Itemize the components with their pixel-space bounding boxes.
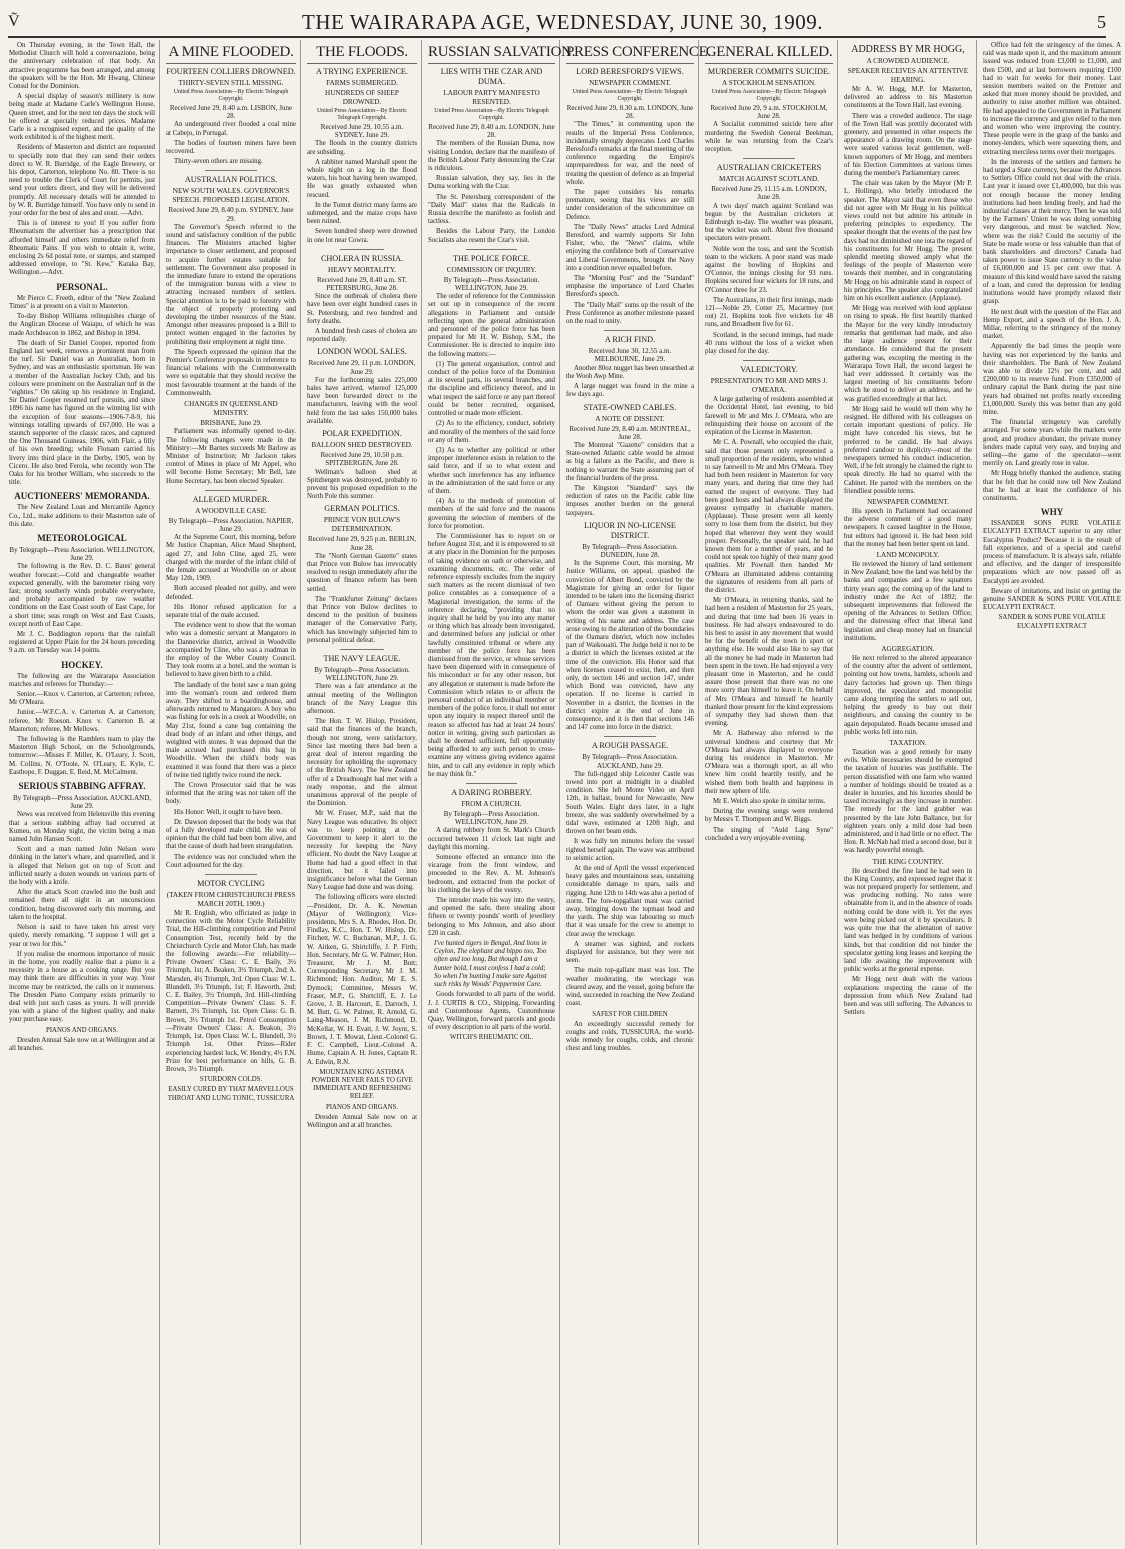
paragraph: Scott and a man named John Nelson were drinking in the latter's whare, and quarrelled, and it is alleged that Nelson got on top of Scott and inflicted nearly a dozen wounds on various parts of the body with a knife. xyxy=(9,846,155,887)
section-heading: VALEDICTORY. xyxy=(740,365,798,375)
dateline: By Telegraph—Press Association. AUCKLAND, June 29. xyxy=(12,794,151,811)
paragraph: Beware of imitations, and insist on getting the genuine SANDER & SONS PURE VOLATILE EUCALYPTI EXTRACT. xyxy=(983,587,1121,612)
credit-line: United Press Association—By Electric Telegraph Copyright. xyxy=(572,89,688,102)
section-heading: A RICH FIND. xyxy=(604,335,656,345)
paragraph: Russian salvation, they say, lies in the Duma working with the Czar. xyxy=(428,175,555,191)
column-7 xyxy=(841,40,977,1545)
paragraph: He described the fine land he had seen in the King Country, and expressed regret that it was not prepared properly for settlement, and was producing nothing. No rates were obtainable from it, and in the absence of roads nothing could be done with it. Yet the eyes were being picked out of it by speculators. It was quite true that the alienation of native land was hedged in by conditions of various kinds, but that condition did not hinder the speculator getting long leases and keeping the land idle awaiting the improvement with public works at the general expense. xyxy=(844,867,972,974)
column-3 xyxy=(304,40,422,1545)
dateline: By Telegraph—Press Association. WELLINGTON, June 29. xyxy=(443,275,540,293)
paragraph: Mr C. A. Pownall, who occupied the chair, said that those present only represented a small proportion of the residents, who wished to say farewell to Mr and Mrs O'Meara. They had both been resident in Masterton for very many years, and during that time they had earned the respect of everyone. They had been good hosts and had always displayed the greatest sympathy in charitable matters. (Applause). Those present were all keenly sorry to lose them from the district, but they hoped that wherever they went they would prosper. Personally, the speaker said, he had known them for a number of years, and he could not speak too highly of their many good qualities. Mr Pownall then handed Mr O'Meara an illuminated address containing the signatures of residents from all parts of the district. xyxy=(705,439,833,594)
dateline: Received June 29, 10.55 a.m. SYDNEY, June 29. xyxy=(320,123,404,140)
paragraph: There was a fair attendance at the annual meeting of the Wellington branch of the Navy League this afternoon. xyxy=(307,683,417,715)
divider xyxy=(743,158,794,159)
paragraph: The "Daily Mail" sums up the result of the Press Conference as another milestone passed on the road to unity. xyxy=(566,301,694,326)
dateline: By Telegraph—Press Association. AUCKLAND, June 29. xyxy=(582,753,678,770)
dateline: Received June 30, 12.55 a.m. MELBOURNE, June 29. xyxy=(588,347,672,364)
paragraph: Mr A. W. Hogg, M.P. for Masterton, delivered an address to his Masterton constituents at the Town Hall, last evening. xyxy=(844,86,972,110)
section-heading: GERMAN POLITICS. xyxy=(324,504,400,514)
paragraph: His speech in Parliament had occasioned the adverse comment of a good many newspapers. It caused laughter in the House, but editors had ignored it. He had been told that the money had been better spent on land. xyxy=(844,507,972,548)
subheading: PRINCE VON BULOW'S DETERMINATION. xyxy=(323,516,401,534)
paragraph: A two days' match against Scotland was begun by the Australian cricketers at Edinburgh to-day. The weather was pleasant, but the wicket was soft. About five thousand spectators were present. xyxy=(705,202,833,243)
paragraph: The following officers were elected:—President, Dr. A. K. Newman (Mayor of Wellington); Vice-presidents, Mrs S. A. Rhodes, Hon. Dr. Findlay, K.C., Hon. T. W. Hislop, Dr. Fitchett, W. C. Buchanan, M.P., J. G. W. Aitken, G. Shirtcliffe, J. P. Firth; Hon. Secretary, Mr G. W. Palmer; Hon. Treasurer, Mr J. M. Butt; Corresponding Secretary, Mr J. M. Richmond; Hon. Auditor, Mr E. S. Dymock; Committee, Messrs W. Fraser, M.P., G. Shirtcliff, E. J. Le Grove, J. B. Harcourt, E. Darroch, J. M. Butt, G. W. Palmer, R. Arnold, G. Laing-Meason, J. M. Richmond, D. McKellar, W. H. Evatt, J. W. Joynt, S. Brown, J. T. Mowat, Lieut.-Colonel G. F. C. Campbell, Lieut.-Colonel A. Hume, Captain A. H. Jones, Captain R. A. Edwin, R.N. xyxy=(307,894,417,1066)
paragraph: The financial stringency was carefully arranged. For some years while the markets were good, and produce abundant, the private money lenders made capital very easy, and buying and selling—the game of the speculator—went merrily on. Land greatly rose in value. xyxy=(983,419,1121,468)
advertisement: SAFEST FOR CHILDREN xyxy=(592,1010,668,1018)
section-heading: CHOLERA IN RUSSIA. xyxy=(320,253,404,263)
column-8 xyxy=(980,40,1125,1545)
column-4 xyxy=(425,40,576,1545)
section-heading: THE NAVY LEAGUE. xyxy=(323,653,401,663)
headline: THE FLOODS. xyxy=(307,44,417,64)
paragraph: An underground river flooded a coal mine at Cabejo, in Portugal. xyxy=(166,121,296,137)
paragraph: The evidence went to show that the woman who was a domestic servant at Mangatoro in the Dannevirke district, arrived in Woodville accompanied by Cline, who was a roadman in the employ of the Weber County Council. They took rooms at a hotel, and the woman is believed to have given birth to a child. xyxy=(166,622,296,679)
paragraph: The following is the Ramblers team to play the Masterton High School, on the Schoolgrounds, tomorrow:—Misses F. Miller, K. O'Leary, J. Scott, M. Collins, N. O'Toole, N. O'Leary, E. Kyle, C. Easthope, F. Duggan, E. Reid, M. McCalment. xyxy=(9,736,155,776)
paragraph: The Australians, in their first innings, made 121—Noble 29, Cotter 25, Macartney (not out) 21. Hopkins took five wickets for 48 runs, and Broadbent five for 61. xyxy=(705,296,833,329)
paragraph: Mr Hogg said he would tell them why he resigned. He differed with his colleagues on certain important questions of policy. He might have conceded his views, but he preferred to be candid. He had always preferred candour to duplicity—most of the newspapers termed his conduct indiscretion. Well, if he felt strongly he claimed the right to speak directly. He had no quarrel with the Cabinet. He parted with the members on the friendliest possible terms. xyxy=(844,405,972,495)
paragraph: The death of Sir Daniel Cooper, reported from England last week, removes a prominent man from the turf. Sir Daniel was an Australian, born in Sydney, and was an enthusiastic sportsman. He was a member of the Australian Jockey Club, and his colours were prominent on the Australian turf in the "eighties." On taking up his residence in England, Sir Daniel Cooper resumed turf pursuits, and since 1896 his name has figured on the winning list with the exception of four seasons—1906-7-8-9, his winnings totalling upwards of £67,000. He was a staunch supporter of the classic races, and captured the One Thousand Guineas, 1906, with Flair, a filly of his own breeding; while Flotsam carried his livery into third place in the Derby, 1905, won by Cicero. He also bred Ferola, who recently won The Oaks for his brother William, who succeeds to the title. xyxy=(9,339,155,487)
paragraph: A large nugget was found in the mine a few days ago. xyxy=(566,383,694,399)
subheading: NEWSPAPER COMMENT. xyxy=(589,79,671,87)
dateline: Received June 29, 11 p.m. LONDON, June 29. xyxy=(308,359,416,376)
paragraph: The members of the Russian Duma, now visiting London, declare that the manifesto of the British Labour Party denouncing the Czar is ridiculous. xyxy=(428,140,555,173)
paragraph: Mr Hogg next dealt with the various explanations respecting the cause of the depression from which New Zealand had been and was still suffering. The Advances to Settlers xyxy=(844,976,972,1017)
dateline: Received June 29, 8.40 a.m. ST. PETERSBURG, June 28. xyxy=(316,275,408,293)
paragraph: He reviewed the history of land settlement in New Zealand; how the land was held by the banks and companies and a few squatters thirty years ago; the coming up of the land to industry under the Act of 1892; the subsequent improvements that followed the opening of the Advances to Settlers Office; and the distressing effect that liberal land legislation and cheap money had on financial institutions. xyxy=(844,560,973,642)
paragraph: Mr A. Hatheway also referred to the universal kindness and courtesy that Mr O'Meara had always displayed to everyone during his residence in Masterton. Mr O'Meara was a thorough sport, as all who knew him could heartily testify, and he wished them both health and happiness in their new sphere of life. xyxy=(705,730,833,795)
paragraph: News was received from Helensville this evening that a serious stabbing affray had occurred at Kumeu, on Monday night, the victim being a man named John Hansen Scott. xyxy=(9,811,155,844)
paragraph: The New Zealand Loan and Mercantile Agency Co., Ltd., make additions to their Masterton sale of this date. xyxy=(9,504,155,528)
section-heading: SERIOUS STABBING AFFRAY. xyxy=(18,781,146,792)
paragraph: He next referred to the altered appearance of the country after the advent of settlement, pointing out how towns, hamlets, schools and dairy factories had grown up. Then things improved, the speculator and monopolist came along tempting the settlers to sell out, helping the greedy to buy out their neighbours, and causing the country to be again depopulated. Roads became unused and public works fell into ruin. xyxy=(844,655,972,736)
paragraph: Noble won the toss, and sent the Scottish team to the wickets. A poor stand was made against the bowling of Hopkins and O'Connor, the innings closing for 93 runs. Hopkins secured four wickets for 18 runs, and O'Connor three for 23. xyxy=(705,245,833,294)
paragraph: (3) As to whether any political or other improper interference exists in relation to the said force, and if so to what extent and whether such interference has any influence in the administration of the said force or any of them. xyxy=(428,446,555,495)
advertisement: WITCH'S RHEUMATIC OIL. xyxy=(449,1034,534,1042)
headline: GENERAL KILLED. xyxy=(705,44,833,64)
section-heading: NEWSPAPER COMMENT. xyxy=(867,497,949,506)
subheading: A STOCKHOLM SENSATION. xyxy=(722,79,816,87)
subheading: COMMISSION OF INQUIRY. xyxy=(446,265,537,274)
dateline: Received June 29, 9 a.m. STOCKHOLM, June 28. xyxy=(710,104,828,121)
paragraph: The order of reference for the Commission set out up in consequence of the recent allegations in Parliament and outside reflecting upon the general administration and personnel of the police force has been prepared for Mr H. W. Bishop, S.M., the Commissioner. He is directed to inquire into the following matters:— xyxy=(428,293,555,358)
column-5 xyxy=(563,40,711,1545)
paragraph: Both accused pleaded not guilty, and were defended. xyxy=(166,585,296,601)
section-heading: LIQUOR IN NO-LICENSE DISTRICT. xyxy=(584,520,676,540)
paragraph: The full-rigged ship Leicester Castle was towed into port at midnight in a disabled condition. She left Monte Video on April 12th, in ballast, bound for Newcastle, New South Wales. Eight days later, in a light breeze, she was suddenly overwhelmed by a tidal wave, estimated at 120ft high, and thrown on her beam ends. xyxy=(566,770,694,836)
advertisement: EASILY CURED BY THAT MARVELLOUS THROAT AND LUNG TONIC, TUSSICURA xyxy=(167,1086,295,1102)
paragraph: At the end of April the vessel experienced heavy gales and mountainous seas, sustaining considerable damage to spars, sails and rigging. June 12th to 14th was also a period of storm. The fore-topgallant mast was carried away, bringing down the topmast head and the yards. The ship was labouring so much that it was unsafe for the crew to attempt to clear away the wreckage. xyxy=(566,865,694,938)
advertisement: SANDER & SONS PURE VOLATILE EUCALYPTI EXTRACT xyxy=(998,614,1106,630)
paragraph: After the attack Scott crawled into the bush and remained there all night in an unconscious condition, being discovered early this morning, and taken to the hospital. xyxy=(9,889,155,921)
paragraph: The Hon. T. W. Hislop, President, said that the finances of the branch, though not strong, were satisfactory. Since last meeting there had been a great deal of interest regarding the necessity for upholding the supremacy of the British Navy. The New Zealand offer of a Dreadnought had met with a ready response, and the almost unanimous approval of the people of the Dominion. xyxy=(307,718,417,808)
headline: RUSSIAN SALVATION. xyxy=(428,44,555,64)
section-heading: THE POLICE FORCE. xyxy=(452,253,531,263)
paragraph: The bodies of fourteen miners have been recovered. xyxy=(166,139,296,156)
subheading: A WOODVILLE CASE. xyxy=(195,506,267,515)
paragraph: To-day Bishop Williams relinquishes charge of the Anglican Diocese of Waiapu, of which he was made Archdeacon in 1862, and Bishop in 1894. xyxy=(9,313,155,337)
credit-line: United Press Association—By Electric Telegraph Copyright. xyxy=(711,89,827,102)
section-heading: TAXATION. xyxy=(889,739,927,748)
dateline: By Telegraph—Press Association. DUNEDIN, June 28. xyxy=(582,542,678,559)
masthead-title: THE WAIRARAPA AGE, WEDNESDAY, JUNE 30, 1909. xyxy=(302,9,823,34)
paragraph: Seven hundred sheep were drowned in one lot near Cowra. xyxy=(307,228,417,244)
paragraph: For the forthcoming sales 225,000 bales have arrived, whereof 125,000 have been forwarded direct to the manufacturers, leaving with the wool held from the last sales 150,000 bales available. xyxy=(307,376,417,425)
paragraph: The following is the Rev. D. C. Bates' general weather forecast:—Cold and changeable weather expected generally, with the barometer rising very fast; strong southerly winds probable everywhere, and probably accompanied by raw weather conditions on the East Coast south of East Cape, for a short time; seas rough on West and East Coasts, except north of East Cape. xyxy=(9,563,155,628)
dateline: By Telegraph—Press Association. WELLINGTON, June 29. xyxy=(443,810,540,827)
dateline: Received June 29, 11.15 a.m. LONDON, June 28. xyxy=(711,185,827,202)
section-heading: A DARING ROBBERY. xyxy=(451,788,532,798)
paragraph: Dr. Dawson deposed that the body was that of a fully developed male child. He was of opinion that the child had been born alive, and that the cause of death had been strangulation. xyxy=(166,818,296,851)
paragraph: "The Times," in commenting upon the results of the Imperial Press Conference, incidentally strongly deprecates Lord Charles Beresford's remarks at the final meeting of the conference regarding the Empire's unpreparedness for war, and the need of treating the question of defence as an Imperial whole. xyxy=(566,121,694,186)
column-1 xyxy=(6,40,160,1545)
section-heading: AUSTRALIAN CRICKETERS xyxy=(716,163,822,173)
headline: A MINE FLOODED. xyxy=(166,44,296,64)
section-heading: POLAR EXPEDITION. xyxy=(322,429,402,439)
section-heading: ALLEGED MURDER. xyxy=(192,494,270,504)
subheading: FOURTEEN COLLIERS DROWNED. xyxy=(166,67,296,76)
section-heading: MOTOR CYCLING xyxy=(197,879,265,889)
paragraph: The floods in the country districts are subsiding. xyxy=(307,140,417,156)
divider xyxy=(205,874,257,875)
paragraph: The intruder made his way into the vestry, and opened the safe, there stealing about fifteen or twenty pounds' worth of jewellery belonging to Mrs Johnson, and also about £20 in cash. xyxy=(428,897,555,937)
paragraph: A hundred fresh cases of cholera are reported daily. xyxy=(307,328,417,344)
section-heading: THE KING COUNTRY. xyxy=(872,857,944,866)
paragraph: A daring robbery from St. Mark's Church occurred between 11 o'clock last night and daylight this morning. xyxy=(428,827,555,851)
paragraph: Dresden Annual Sale now on at Wellington and at all branches. xyxy=(307,1113,417,1129)
paragraph: Taxation was a good remedy for many evils. While necessaries should be exempted the taxation of luxuries was justifiable. The person dissatisfied with one farm who wanted a number of holdings should be treated as a dealer in luxuries, and his luxuries should be taxed increasingly as they increase in number. The remedy for the land grabber was presented by the late John Ballance, but for eighteen years only a mild dose had been administered, and it had little or no effect. The Hon. R. McNab had tried a second dose, but it was hardly powerful enough. xyxy=(844,749,972,855)
subheading: LABOUR PARTY MANIFESTO RESENTED. xyxy=(443,89,540,106)
paragraph: (2) As to the efficiency, conduct, sobriety and morality of the members of the said force or any of them. xyxy=(428,420,555,444)
dateline: By Telegraph—Press Association. NAPIER, June 29. xyxy=(168,516,294,533)
dateline: Received June 29, 10.50 p.m. SPITZBERGEN, June 28. xyxy=(320,451,404,468)
divider xyxy=(466,783,517,784)
page-number: 5 xyxy=(1097,11,1106,32)
paragraph: A steamer was sighted, and rockets displayed for assistance, but they were not seen. xyxy=(566,940,694,965)
subheading: LIES WITH THE CZAR AND DUMA. xyxy=(440,67,543,86)
paragraph: Besides the Labour Party, the London Socialists also resent the Czar's visit. xyxy=(428,228,555,244)
paragraph: The singing of "Auld Lang Syne" concluded a very enjoyable evening. xyxy=(705,826,833,842)
subheading: LORD BERESFORD'S VIEWS. xyxy=(576,67,684,76)
headline: PRESS CONFERENCE. xyxy=(566,44,694,64)
paragraph: (1) The general organisation, control and conduct of the police force of the Dominion at its several parts, its several branches, and the discipline and efficiency thereof, and in what respect the said force or any part thereof could be better recruited, organised, controlled or made more efficient. xyxy=(428,360,555,418)
section-heading: AGGREGATION. xyxy=(881,645,935,653)
subheading: PRESENTATION TO MR AND MRS J. O'MEARA. xyxy=(710,377,828,395)
paragraph: The "Morning Post" and the "Standard" emphasise the importance of Lord Charles Beresford's speech. xyxy=(566,275,694,299)
columns xyxy=(6,40,1121,1545)
advertisement: PIANOS AND ORGANS. xyxy=(46,1026,118,1034)
subheading: HEAVY MORTALITY. xyxy=(328,265,396,274)
paragraph: The following are the Wairarapa Association matches and referees for Thursday:— xyxy=(9,672,155,688)
paragraph: An exceedingly successful remedy for coughs and colds, TUSSICURA, the world-wide remedy for coughs, colds, and chronic chest and lung troubles. xyxy=(566,1020,694,1053)
paragraph: The evidence was not concluded when the Court adjourned for the day. xyxy=(166,853,296,869)
subheading: BALLOON SHED DESTROYED. xyxy=(311,441,413,450)
divider xyxy=(340,649,384,650)
paragraph: The paper considers his remarks premature, seeing that his views are still under consideration of the subcommittee on Defence. xyxy=(566,189,694,221)
dateline: BRISBANE, June 29. xyxy=(200,419,262,428)
dateline: By Telegraph—Press Association. WELLINGTON, June 29. xyxy=(9,545,155,563)
masthead-ornament: Ṽ xyxy=(8,13,20,30)
verse: I've hunted tigers in Bengal, And lions in Ceylon, The elephant and hippo too, Too often and too long, But though I am a hunter bold, I must confess I had a cold; So when I'm hunting I make sure Against such risks by Woods' Peppermint Cure. xyxy=(434,940,547,989)
divider xyxy=(340,249,384,250)
section-heading: AUSTRALIAN POLITICS. xyxy=(184,175,278,185)
subheading: A TRYING EXPERIENCE. xyxy=(316,67,408,76)
paragraph: Office had felt the stringency of the times. A raid was made upon it, and the maximum amount issued was reduced from £3,000 to £1,000, and then £500, and at last borrowers requiring £100 had to wait for weeks for their money. Last session members waited on the Premier and asked that more money should be provided, and authority to raise another million was obtained. He had appealed to the Government in Parliament to increase the currency and give relief to the men and women who were improving the country. These people were in the grasp of the banks and money-lenders, which were squeezing them, and extracting merciless terms over their mortgages. xyxy=(983,42,1121,156)
subheading: HUNDREDS OF SHEEP DROWNED. xyxy=(325,89,399,106)
paragraph: A Socialist committed suicide here after murdering the Swedish General Beekman, while he was returning from the Czar's reception. xyxy=(705,121,833,154)
paragraph: Mr Hogg briefly thanked the audience, stating that he felt that he could now tell New Zealand that he had at least the confidence of his constituents. xyxy=(983,470,1121,502)
dateline: Received June 29, 9.25 p.m. BERLIN, June 28. xyxy=(307,535,417,552)
paragraph: The landlady of the hotel saw a man going into the woman's room and ordered them away. They shifted to a boardinghouse, and afterwards returned to Mangatoro. A boy who was fishing for eels in a creek at Woodville, on May 21st, found a cane bag containing the dead body of an infant and other things, and weighted with stones. It was deposed that the male accused had purchased this bag in Woodville. When the child's body was examined it was found that there was a piece of twine tied tightly twice round the neck. xyxy=(166,681,296,779)
paragraph: The Commissioner has to report on or before August 31st, and it is empowered to sit at any place in the Dominion for the purposes of taking evidence on oath or otherwise, and examining documents, etc. The order of reference expressly excludes from the inquiry such matters as the recent dismissal of two police constables as a consequence of a Magisterial investigation, the terms of the reference declaring, "providing that no inquiry shall be held by you into any matter or thing which has already been investigated, and determined before any judicial or other lawfully constituted tribunal or where any member of the police force has been dismissed from the service, or whose services have been dispensed with in consequence of his misconduct or for any other reason, but any allegation or statement is made before the Commission which relates to or affects the personal conduct of an individual member or members of the police force, it shall not enter upon any inquiry in respect thereof until the reason so affected has had at least 24 hours' notice in writing, giving such particulars as shall be deemed sufficient, full opportunity being afforded to any such person to cross-examine any witness giving evidence against him, and to call any evidence in reply which he may think fit." xyxy=(428,532,555,778)
credit-line: United Press Association—By Electric Telegraph Copyright. xyxy=(434,108,549,121)
section-heading: LAND MONOPOLY. xyxy=(876,550,940,559)
divider xyxy=(743,360,794,361)
masthead xyxy=(8,8,1106,38)
paragraph: The Governor's Speech referred to the sound and satisfactory condition of the public finances. The Ministers attached higher importance to closer settlement, and proposed to acquire further estates suitable for settlement. The Government also proposed in the immediate future to extend the operations of the immigration bureau with a view to attracting increased numbers of settlers. Special attention is to be paid to forestry with the object of properly protecting and developing the timber resources of the State. Amongst other measures proposed is a Bill to protect women engaged in the factories by prohibiting their employment at night time. xyxy=(166,223,296,346)
subheading: A CROWDED AUDIENCE. xyxy=(866,57,950,65)
dateline: Received June 29, 8.40 a.m. MONTREAL, June 28. xyxy=(569,424,691,441)
paragraph: The Crown Prosecutor said that he was informed that the string was not taken off the body. xyxy=(166,782,296,806)
section-heading: METEOROLOGICAL xyxy=(37,532,127,543)
paragraph: It was fully ten minutes before the vessel righted herself again. The wave was attributed to seismic action. xyxy=(566,838,694,862)
dateline: Received June 29, 8.30 a.m. LONDON, June 28. xyxy=(566,104,694,121)
paragraph: Mr Pierce C. Freeth, editor of the "New Zealand Times" is at present on a visit to Masterton. xyxy=(9,294,155,310)
paragraph: Goods forwarded to all parts of the world. J. J. CURTIS & CO., Shipping, Forwarding and Customhouse Agents, Customhouse Quay, Wellington, forward parcels and goods of every description to all parts of the world. xyxy=(428,991,555,1032)
paragraph: The chair was taken by the Mayor (Mr P. L. Hollings), who briefly introduced the speaker. The Mayor said that even those who did not agree with Mr Hogg in his political views could not but admire his attitude in preferring principles to expediency. The speaker thought that the events of the past few days had not diminished one iota the regard of his constituents for Mr Hogg. The present splendid meeting showed amply what the feelings of the people of Masterton were towards their member, and in congratulating Mr Hogg on his admirable stand in respect of his principles. The speaker also congratulated him on his excellent audience. (Applause). xyxy=(844,180,972,303)
paragraph: Residents of Masterton and district are requested to specially note that they can send their orders direct to W. R. Burridge, of the Eagle Brewery, or his depot, Carterton, telephone No. 80. There is no need to trouble the Clerk of Court for permits, just send your orders direct, and they will be delivered promptly. All necessary details will be attended to by W. R. Burridge himself. You have only to send in your order for the best of ales and stout. —Advt. xyxy=(9,144,155,218)
paragraph: Since the outbreak of cholera there have been over eight hundred cases in St. Petersburg, and two hundred and forty deaths. xyxy=(307,293,417,325)
subheading: MURDERER COMMITS SUICIDE. xyxy=(707,67,831,76)
paragraph: The "Daily News" attacks Lord Admiral Beresford, and warmly supports Sir John Fisher, who, the "News" claims, while enjoying the confidence both of Conservative and Liberal Governments, brought the Navy into a condition never equalled before. xyxy=(566,223,694,272)
dateline: Received June 29, 8.40 p.m. SYDNEY, June 29. xyxy=(168,206,294,223)
paragraph: Mr Hogg was received with loud applause on rising to speak. He first heartily thanked the Mayor for the very kindly introductory remarks that gentleman had made, and also the large audience present for their attendance. He considered that the present gathering was, excepting the meeting in the Wairarapa Town Hall, the second largest he had ever addressed. It certainly was the largest meeting of his constituents before which he stood to deliver an address, and he was gratified exceedingly at that fact. xyxy=(844,305,972,403)
dateline: Received June 29, 8.40 a.m. LISBON, June 28. xyxy=(169,104,293,121)
subheading: (TAKEN FROM CHRISTCHURCH PRESS MARCH 20TH, 1909.) xyxy=(166,891,296,909)
section-heading: WHY xyxy=(1040,507,1064,518)
divider xyxy=(604,736,655,737)
paragraph: ISSANDER SONS PURE VOLATILE EUCALYPTI EXTRACT superior to any other Eucalyptus Product? Because it is the result of full experience, and of a special and careful process of manufacture. It is always safe, reliable and effective, and the danger of irresponsible preparations which are now passed off as Eucalypti are avoided. xyxy=(983,520,1121,585)
subheading: FARMS SUBMERGED. xyxy=(326,79,398,87)
subheading: FROM A CHURCH. xyxy=(461,800,522,809)
section-heading: HOCKEY. xyxy=(61,659,103,670)
paragraph: In the interests of the settlers and farmers he had urged a State currency, because the Advances to Settlers Office could not deal with the crisis. Last year it issued over £1,400,000, but this was not enough because the money lending institutions had been lending freely, and had the industrial classes at their mercy. Then he was told by the Farmers' Union he was doing something very dangerous, and must be watched. Now, where was the risk? Could the security of the State be made worse or less valuable than that of bank shareholders and directors? Canada had taken power to issue State currency to the value of £6,000,000 and 15 per cent over that. A measure of this kind would have saved the raising of a loan, and cured the depression for lending institutions would have promptly relaxed their grasp. xyxy=(983,158,1121,306)
headline: ADDRESS BY MR HOGG, xyxy=(851,44,965,55)
subheading: THIRTY-SEVEN STILL MISSING. xyxy=(178,79,284,87)
paragraph: Mr R. English, who officiated as judge in connection with the Motor Cycle Reliability Trial, the Hill-climbing competition and Petrol Consumption Test, recently held by the Christchurch Cycle and Motor Club, has made the following awards:—For reliability—Private Owners' Class: C. E. Baily, 3½ Triumph, 1st; A. Beaken, 3½ Triumph, 2nd; A. Marsden, 4½ Triumph, 3rd. Open Class: W. L. Blundell, 3½ Triumph, 1st; F. Haworth, 2nd; C. E. Bailey, 3½ Triumph, 3rd. Hill-climbing Competition—Private Owners' Class: S. F. Barnett, 3½ Triumph, 1st. Open Class: G. B. Brown, 3½ Triumph 1st. Petrol Consumption—Private Owners' Class: A. Beakon, 3½ Triumph, 1st. Open Class: W. L. Blundell, 3½ Triumph 1st. Other Prizes—Rider experiencing hardest luck, W. Hendry, 4½ F.N. Prize for best performance on hills, G. B. Brown, 3½ Triumph. xyxy=(166,910,296,1073)
paragraph: Mr J. C. Boddington reports that the rainfall registered at Upper Plain for the 24 hours preceding 9 a.m. on Tuesday was 14 points. xyxy=(9,631,155,655)
divider xyxy=(205,490,257,491)
paragraph: A special display of season's millinery is now being made at Madame Carle's Wellington House, Queen street, and for the next ten days the stock will be offered at specially reduced prices. Madame Carle is a recognised expert, and the quality of the work exhibited is of the highest merit. xyxy=(9,93,155,142)
credit-line: United Press Association—By Electric Telegraph Copyright. xyxy=(317,108,407,121)
paragraph: Dresden Annual Sale now on at Wellington and at all branches. xyxy=(9,1036,155,1052)
paragraph: He next dealt with the question of the Flax and Hemp Export, and a speech of the Hon. J. A. Millar, referring to the stringency of the money market. xyxy=(983,308,1121,341)
paragraph: Another 80oz nugget has been unearthed at the Wooh Awp Mine. xyxy=(566,364,694,380)
paragraph: His Honor: Well, it ought to have been. xyxy=(174,808,283,816)
paragraph: Thirty-seven others are missing. xyxy=(174,158,263,166)
column-2 xyxy=(163,40,301,1545)
subheading: A NOTE OF DISSENT. xyxy=(595,414,665,423)
paragraph: (4) As to the methods of promotion of members of the said force and the reasons governing the selection of members of the force for promotion. xyxy=(428,498,555,530)
section-heading: LONDON WOOL SALES. xyxy=(317,347,407,357)
paragraph: Scotland, in the second innings, had made 40 runs without the loss of a wicket when play closed for the day. xyxy=(705,331,833,356)
divider xyxy=(604,330,655,331)
paragraph: Nelson is said to have taken his arrest very quietly, merely remarking, "I suppose I will get a year or two for this." xyxy=(9,924,155,948)
subheading: SPEAKER RECEIVES AN ATTENTIVE HEARING. xyxy=(847,67,969,84)
divider xyxy=(466,249,517,250)
paragraph: During the evening songs were rendered by Messrs T. Thompson and W. Biggs. xyxy=(705,808,833,824)
paragraph: The St. Petersburg correspondent of the "Daily Mail" states that the Radicals in Russia describe the manifesto as foolish and tactless. xyxy=(428,193,555,226)
section-heading: AUCTIONEERS' MEMORANDA. xyxy=(14,491,150,502)
paragraph: A large gathering of residents assembled at the Occidental Hotel, last evening, to bid farewell to Mr and Mrs J. O'Meara, who are relinquishing their house on account of the expiration of the License in Masterton. xyxy=(705,396,833,437)
section-heading: PERSONAL. xyxy=(56,281,108,292)
paragraph: At the Supreme Court, this morning, before Mr Justice Chapman, Alice Maud Shepherd, aged 27, and John Cline, aged 25, were charged with the murder of the infant child of the female accused at Woodville on or about May 12th, 1909. xyxy=(166,534,296,583)
paragraph: The Kingston "Standard" says the reduction of rates on the Pacific cable line imposes another burden on the general taxpayers. xyxy=(566,484,694,517)
paragraph: This is of interest to you! If you suffer from Rheumatism the advertiser has a prescription that afforded himself and others immediate relief from Rheumatic Pains. If you wish to obtain it, write, enclosing 2s 6d postal note, or stamps, and stamped addressed envelope, to "St. Kew," Karaka Bay, Wellington.—Advt. xyxy=(9,220,155,277)
paragraph: The Speech expressed the opinion that the Premier's Conference proposals in reference to financial relations with the Commonwealth were so equitable that they should receive the most favourable treatment at the hands of the Commonwealth. xyxy=(166,348,296,397)
paragraph: There was a crowded audience. The stage of the Town Hall was prettily decorated with greenery, and presented in other respects the appearance of a drawing room. On the stage were seated various local gentlemen, well-known supporters of Mr Hogg, and members of his Election Committees at various times during the member's Parliamentary career. xyxy=(844,112,972,178)
credit-line: United Press Association—By Electric Telegraph Copyright. xyxy=(173,89,289,102)
paragraph: The "Frankfurter Zeitung" declares that Prince von Bulow declines to descend to the position of business manager of the Conservative Party, which has knowingly subjected him to personal political defeat. xyxy=(307,595,417,644)
paragraph: If you realise the enormous importance of music in the home, you readily realise that a piano is a necessity in a house as a cooking range. But you may think there are difficulties in your way. Your income may be restricted, the calls on it numerous. The Dresden Piano Company exists primarily to deal with just such cases as yours. It will provide you with a piano of the highest quality, and make your purchase easy. xyxy=(9,950,155,1024)
paragraph: Mr W. Fraser, M.P., said that the Navy League was educative. Its object was to keep pointing at the Government to keep it alert to the necessity for keeping the Navy efficient. No doubt the Navy League at Home had had a good effect in that direction, but it failed into insignificance before what the German Navy League had done and was doing. xyxy=(307,810,417,892)
subheading: MATCH AGAINST SCOTLAND. xyxy=(719,175,819,184)
paragraph: Mr E. Welch also spoke in similar terms. xyxy=(713,798,826,806)
paragraph: A rabbiter named Marshall spent the whole night on a log in the flood waters, his boat having been swamped. He was greatly exhausted when rescued. xyxy=(307,158,417,199)
paragraph: Senior.—Knox v. Carterton, at Carterton; referee, Mr O'Meara. xyxy=(9,691,155,707)
paragraph: Apparently the bad times the people were having was not experienced by the banks and their shareholders. The Bank of New Zealand was able to divide 12½ per cent, and add £200,000 to its reserve fund. From £350,000 of ordinary capital the Bank during the past nine years had obtained net profits nearly exceeding £1,000,000. Surely this was better than any gold mine. xyxy=(983,343,1121,416)
paragraph: The main top-gallant mast was lost. The weather moderating, the wreckage was cleared away, and the vessel, going before the wind, succeeded in reaching the New Zealand coast. xyxy=(566,967,694,1008)
section-heading: STATE-OWNED CABLES. xyxy=(583,402,677,412)
paragraph: Wellman's balloon shed at Spitzbergen was destroyed, probably to prevent his proposed expedition to the North Pole this summer. xyxy=(307,468,417,501)
paragraph: On Thursday evening, in the Town Hall, the Methodist Church will hold a conversazione, being the anniversary celebration of that body. An attractive programme has been arranged, and among the speakers will be the Hon. Mr Hwang, Chinese Consul for the Dominion. xyxy=(9,42,155,91)
advertisement: PIANOS AND ORGANS. xyxy=(326,1103,398,1111)
subheading: CHANGES IN QUEENSLAND MINISTRY. xyxy=(184,400,278,418)
subheading: NEW SOUTH WALES. GOVERNOR'S SPEECH. PROPOSED LEGISLATION. xyxy=(172,187,290,205)
paragraph: In the Tumut district many farms are submerged, and the maize crops have been ruined. xyxy=(307,201,417,226)
paragraph: Mr O'Meara, in returning thanks, said he had been a resident of Masterton for 25 years, and during that time had been 16 years in business. He had always endeavoured to do his best to assist in any movement that would be for the benefit of the town in sport or anything else. He would also like to say that all the money he had made in Masterton had been spent in the town. He had enjoyed a very pleasant time in Masterton, and he could assure those present that there was no one more sorry than himself to leave it. On behalf of Mrs O'Meara and himself he heartily thanked those present for the kind expressions of sympathy they had shown them that evening. xyxy=(705,597,833,728)
column-6 xyxy=(702,40,838,1545)
divider xyxy=(205,170,257,171)
paragraph: Junior.—W.F.C.A. v. Carterton A. at Carterton; referee, Mr Roeson. Knox v. Carterton B. at Masterton; referee, Mr Mellows. xyxy=(9,709,155,733)
paragraph: The "North German Gazette" states that Prince von Bulow has irrevocably resolved to resign immediately after the question of finance reform has been settled. xyxy=(307,552,417,593)
paragraph: Someone effected an entrance into the vicarage from the front window, and proceeded to the Rev. A. M. Johnson's bedroom, and extracted from the pocket of his clothing the keys of the vestry. xyxy=(428,854,555,894)
paragraph: In the Supreme Court, this morning, Mr Justice Williams, on appeal, quashed the conviction of Albert Bond, convicted by the Magistrate for giving an order for liquor intended to be taken into the licensing district of Oamaru without giving the person to whom the order was given a statement in writing of his name and address. The case arose owing to the alteration of the boundaries of the Oamaru district, which now includes part of Waikouaiti. The Judge held it not to be a district in which the licenses existed at the time of the conviction. His Honor said that when licenses ceased to exist, then, and then only, do section 146 and section 147, under which Bond was convicted, have any operation. If no license is carried in November in a district, the licenses in the district expire at the end of June in consequence, and it is then that sections 146 and 147 come into force in the district. xyxy=(566,560,695,732)
section-heading: A ROUGH PASSAGE. xyxy=(591,741,669,751)
advertisement: MOUNTAIN KING ASTHMA POWDER NEVER FAILS TO GIVE IMMEDIATE AND REFRESHING RELIEF. xyxy=(311,1068,413,1101)
dateline: Received June 29, 8.40 a.m. LONDON, June 28. xyxy=(428,123,555,140)
paragraph: The Montreal "Gazette" considers that a State-owned Atlantic cable would be almost as big a failure as the Pacific, and there is nothing to warrant the State assuming part of the financial burdens of the press. xyxy=(566,441,694,482)
advertisement: STURDORN COLDS. xyxy=(199,1076,263,1084)
paragraph: His Honor refused application for a separate trial of the male accused. xyxy=(166,603,296,619)
dateline: By Telegraph—Press Association. WELLINGTON, June 29. xyxy=(314,665,410,683)
paragraph: Parliament was informally opened to-day. The following changes were made in the Ministry:—Mr Barnes succeeds Mr Barlow as Minister of Instruction; Mr Jackson takes control of Mines in place of Mr Appel, who will become Home Secretary; Mr Bell, late Home Secretary, has been elected Speaker. xyxy=(166,428,296,485)
